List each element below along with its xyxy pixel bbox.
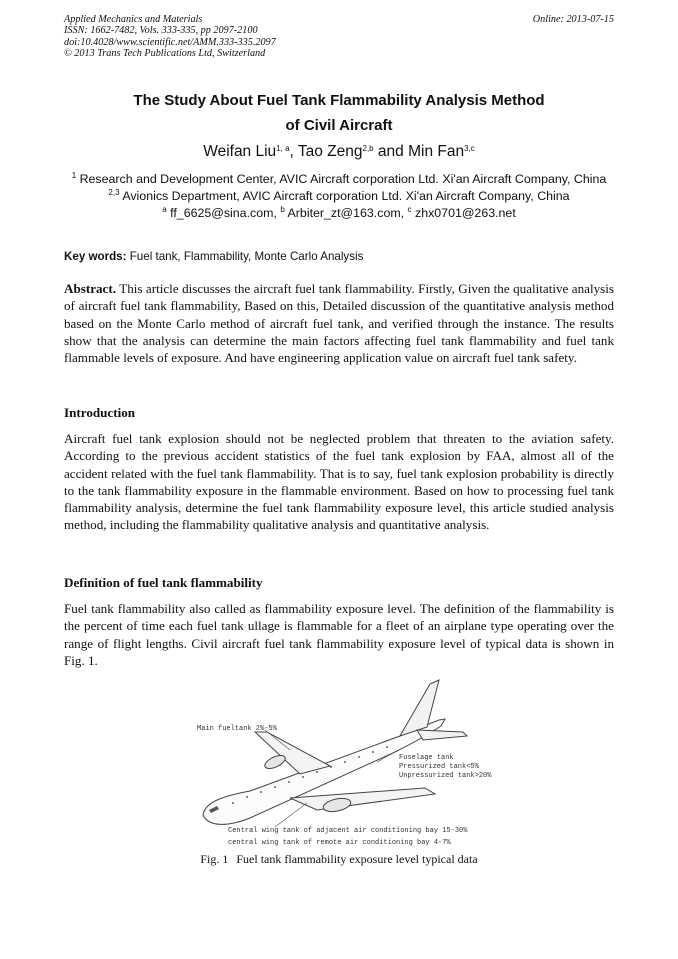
doi-line: doi:10.4028/www.scientific.net/AMM.333-335.2097 (64, 36, 276, 48)
copyright-line: © 2013 Trans Tech Publications Ltd, Switzerland (64, 48, 266, 60)
email-a: ff_6625@sina.com, (170, 206, 281, 220)
fuselage-tank-label: Fuselage tank (399, 754, 454, 762)
journal-header (64, 14, 276, 60)
affiliation-2-sup: 2,3 (108, 188, 120, 197)
title-line-2: of Civil Aircraft (285, 117, 393, 134)
email-a-sup: a (162, 205, 167, 214)
email-b-sup: b (280, 205, 285, 214)
emails (0, 206, 678, 220)
email-c: zhx0701@263.net (415, 206, 516, 220)
unpressurized-tank-label: Unpressurized tank>20% (399, 772, 492, 780)
author-1-sup: 1, a (276, 144, 290, 153)
journal-name: Applied Mechanics and Materials (64, 14, 203, 25)
email-c-sup: c (407, 205, 412, 214)
author-sep-1: , (289, 143, 298, 160)
author-3: Min Fan (408, 143, 465, 160)
affiliation-1-sup: 1 (71, 171, 77, 180)
central-remote-label: central wing tank of remote air conditioning bay 4-7% (228, 839, 451, 847)
author-sep-2: and (373, 143, 409, 160)
abstract-text: This article discusses the aircraft fuel tank flammability. Firstly, Given the qualitative analysis of aircraft fuel tank flammability, Based on this, Detailed discussion of the quantitative analysis method based on the Monte Carlo method of aircraft fuel tank, and verified through the instance. The results show that the analysis can determine the main factors affecting fuel tank flammability and fuel tank flammable levels of exposure. And have engineering application value on aircraft fuel tank safety. (64, 281, 614, 366)
introduction-paragraph: Aircraft fuel tank explosion should not be neglected problem that threaten to the aviation safety. According to the previous accident statistics of the fuel tank explosion by FAA, almost all of the accident related with the fuel tank flammability. That is to say, fuel tank explosion probability is directly to the tank flammability exposure in the flammable environment. Based on how to processing fuel tank flammability analysis, determine the fuel tank flammability exposure level, this article studied analysis method, including the flammability qualitative analysis and quantitative analysis. (64, 431, 614, 533)
title-line-1: The Study About Fuel Tank Flammability Analysis Method (133, 92, 545, 109)
authors-line (0, 143, 678, 161)
author-2: Tao Zeng (297, 143, 363, 160)
affiliation-1 (0, 172, 678, 186)
definition-paragraph: Fuel tank flammability also called as flammability exposure level. The definition of the flammability is the percent of time each fuel tank ullage is flammable for a fleet of an airplane type operating over the range of flight lengths. Civil aircraft fuel tank flammability exposure level of typical data is shown in Fig. 1. (64, 601, 614, 668)
main-tank-label: Main fueltank 2%-5% (197, 725, 277, 733)
figure-caption (0, 852, 678, 867)
introduction-heading: Introduction (64, 405, 136, 420)
affiliation-2-text: Avionics Department, AVIC Aircraft corporation Ltd. Xi'an Aircraft Company, China (122, 189, 570, 203)
keywords-text: Fuel tank, Flammability, Monte Carlo Analysis (126, 250, 364, 263)
email-b: Arbiter_zt@163.com, (287, 206, 408, 220)
abstract-label: Abstract. (64, 281, 116, 296)
affiliation-2 (0, 189, 678, 203)
figure-caption-number: Fig. 1 (200, 852, 229, 866)
pressurized-tank-label: Pressurized tank<5% (399, 763, 479, 771)
figure-1 (195, 670, 492, 852)
keywords (64, 250, 363, 263)
author-2-sup: 2,b (362, 144, 374, 153)
abstract-paragraph (64, 280, 614, 366)
definition-heading: Definition of fuel tank flammability (64, 575, 263, 590)
affiliation-1-text: Research and Development Center, AVIC Aircraft corporation Ltd. Xi'an Aircraft Company, China (79, 172, 607, 186)
author-3-sup: 3,c (464, 144, 475, 153)
online-date: Online: 2013-07-15 (532, 14, 614, 25)
central-adjacent-label: Central wing tank of adjacent air conditioning bay 15-30% (228, 827, 468, 835)
keywords-label: Key words: (64, 250, 127, 263)
figure-caption-text: Fuel tank flammability exposure level typical data (236, 852, 478, 866)
author-1: Weifan Liu (203, 143, 277, 160)
issn-line: ISSN: 1662-7482, Vols. 333-335, pp 2097-2100 (64, 25, 258, 37)
